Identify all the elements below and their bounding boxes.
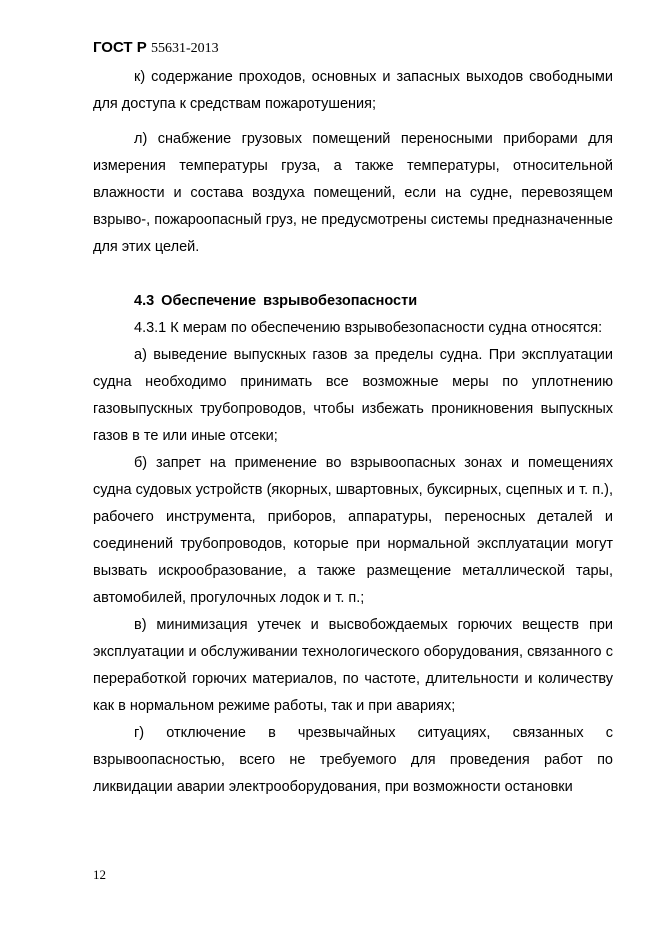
paragraph-k: к) содержание проходов, основных и запасных выходов свободными для доступа к средствам пожаротушения; [93,69,613,112]
paragraph-4-3-1: 4.3.1 К мерам по обеспечению взрывобезопасности судна относятся: [134,320,603,336]
list-item-a: а) выведение выпускных газов за пределы судна. При эксплуатации судна необходимо принимать все возможные меры по уплотнению газовыпускных трубопроводов, чтобы избежать проникновения выпускных газов в те или иные отсеки; [93,347,613,444]
list-item-v: в) минимизация утечек и высвобождаемых горючих веществ при эксплуатации и обслуживании технологического оборудования, связанного с переработкой горючих материалов, по частоте, длительности и количеству как в нормальном режиме работы, так и при авариях; [93,617,613,714]
section-heading: 4.3 Обеспечение взрывобезопасности [134,293,418,309]
standard-number: 55631-2013 [150,41,219,56]
list-item-b: б) запрет на применение во взрывоопасных зонах и помещениях судна судовых устройств (якорных, швартовных, буксирных, сцепных и т. п.), рабочего инструмента, приборов, аппаратуры, переносных деталей и соединений трубопроводов, которые при нормальной эксплуатации могут вызвать искрообразование, а также размещение металлической тары, автомобилей, прогулочных лодок и т. п.; [93,455,613,606]
standard-label: ГОСТ Р [93,39,147,56]
page-number: 12 [93,867,106,882]
list-item-g: г) отключение в чрезвычайных ситуациях, связанных с взрывоопасностью, всего не требуемого для проведения работ по ликвидации аварии электрооборудования, при возможности остановки [93,725,613,795]
paragraph-l: л) снабжение грузовых помещений переносными приборами для измерения температуры груза, а также температуры, относительной влажности и состава воздуха помещений, если на судне, перевозящем взрыво-, пожароопасный груз, не предусмотрены системы предназначенные для этих целей. [93,131,613,255]
document-header [93,39,219,58]
document-body [93,64,613,801]
